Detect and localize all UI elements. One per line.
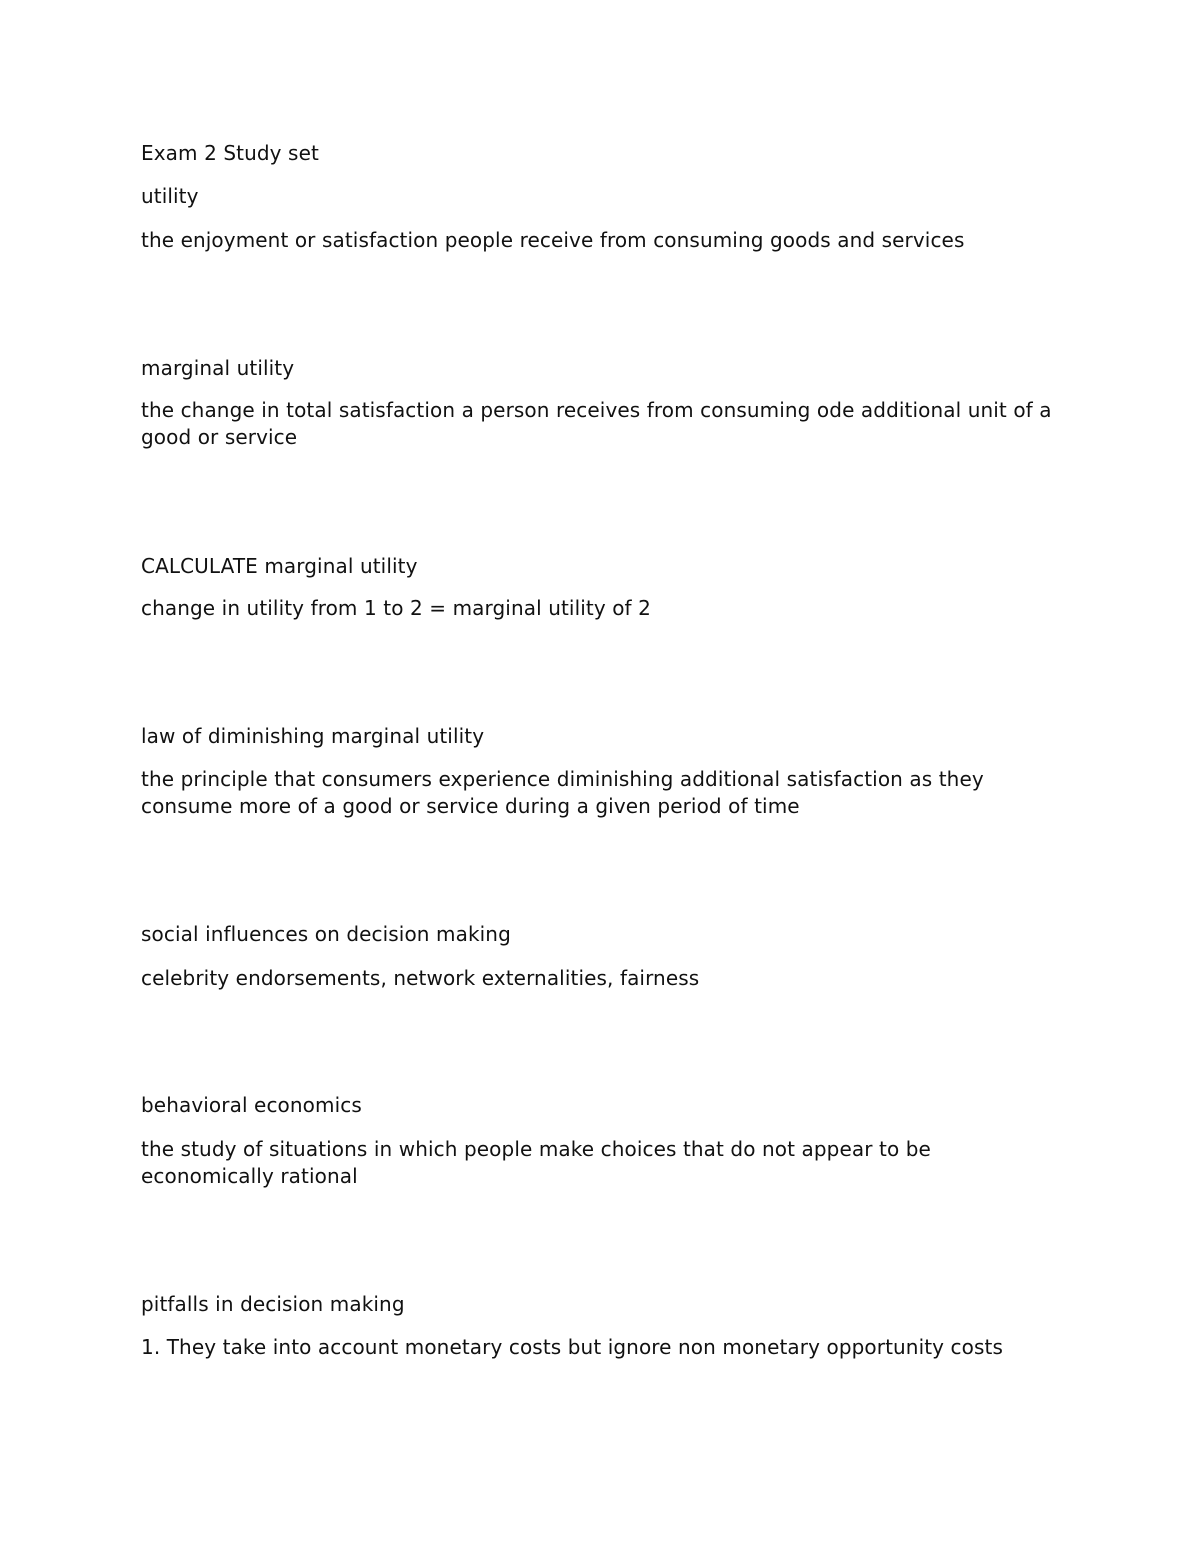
definition-calculate-marginal-utility: change in utility from 1 to 2 = marginal utility of 2: [141, 596, 651, 620]
term-calculate-marginal-utility: CALCULATE marginal utility: [141, 554, 418, 578]
term-pitfalls-in-decision-making: pitfalls in decision making: [141, 1292, 405, 1316]
definition-law-of-diminishing-marginal-utility: the principle that consumers experience diminishing additional satisfaction as they consume more of a good or service during a given period of time: [141, 767, 984, 818]
definition-social-influences: celebrity endorsements, network externalities, fairness: [141, 966, 700, 990]
definition-marginal-utility: the change in total satisfaction a person receives from consuming ode additional unit of a good or service: [141, 398, 1052, 449]
definition-utility: the enjoyment or satisfaction people receive from consuming goods and services: [141, 228, 965, 252]
definition-behavioral-economics: the study of situations in which people make choices that do not appear to be economically rational: [141, 1137, 931, 1188]
term-behavioral-economics: behavioral economics: [141, 1093, 362, 1117]
term-utility: utility: [141, 184, 199, 208]
term-social-influences: social influences on decision making: [141, 922, 511, 946]
term-marginal-utility: marginal utility: [141, 356, 295, 380]
term-law-of-diminishing-marginal-utility: law of diminishing marginal utility: [141, 724, 485, 748]
document-title: Exam 2 Study set: [141, 141, 319, 165]
definition-pitfalls-in-decision-making: 1. They take into account monetary costs but ignore non monetary opportunity costs: [141, 1335, 1003, 1359]
